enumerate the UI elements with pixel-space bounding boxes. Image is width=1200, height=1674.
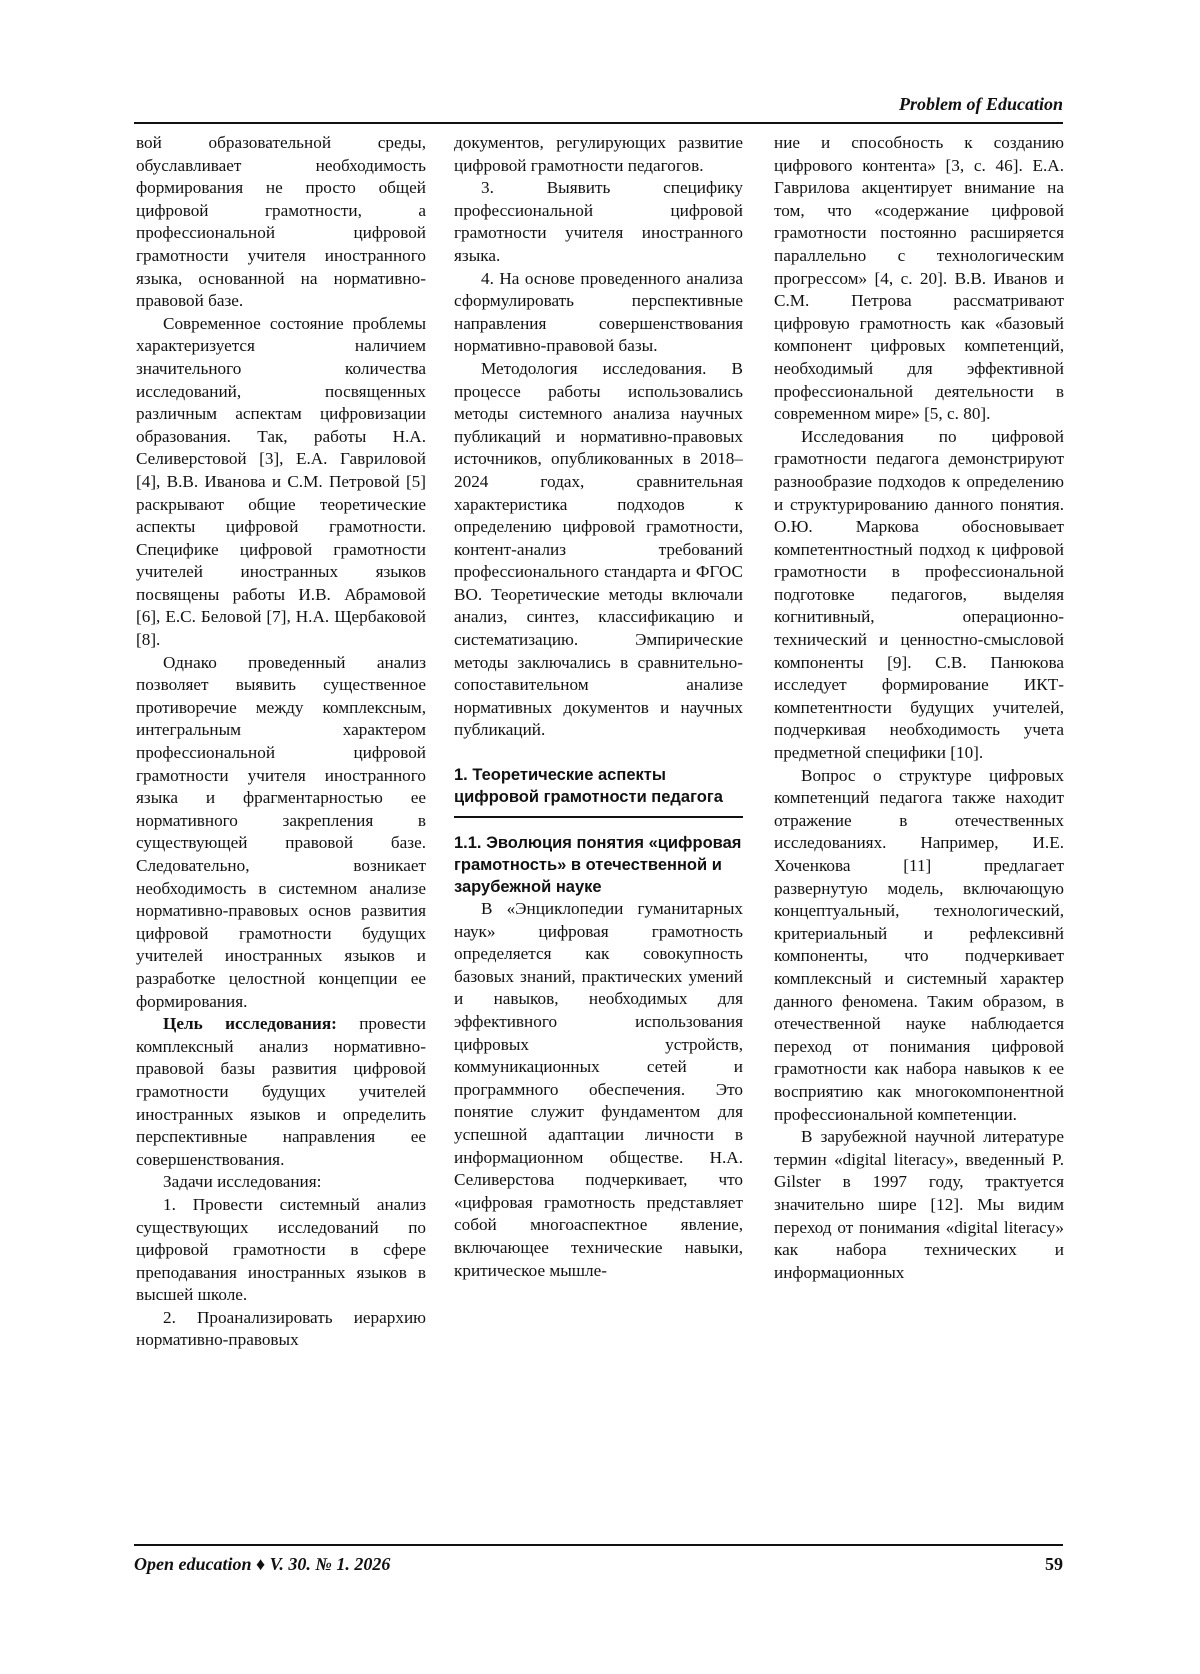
goal-label: Цель исследования:	[163, 1014, 337, 1034]
methodology-paragraph: Методология исследования. В процессе работы использовались методы системного анализа научных публикаций и нормативно-правовых источников, опубликованных в 2018–2024 годах, сравнительная характеристика подходов к определению цифровой грамотности, контент-анализ требований профессионального стандарта и ФГОС ВО. Теоретические методы включали анализ, синтез, классификацию и систематизацию. Эмпирические методы заключались в сравнительно-сопоставительном анализе нормативных документов и научных публикаций.	[454, 358, 743, 740]
running-header	[134, 92, 1063, 124]
paragraph: ние и способность к созданию цифрового контента» [3, с. 46]. Е.А. Гаврилова акцентирует внимание на том, что «содержание цифровой грамотности постоянно расширяется параллельно с технологическим прогрессом» [4, с. 20]. В.В. Иванов и С.М. Петрова рассматривают цифровую грамотность как «базовый компонент цифровых компетенций, необходимый для эффективной профессиональной деятельности в современном мире» [5, с. 80].	[774, 133, 1064, 424]
paragraph: документов, регулирующих развитие цифровой грамотности педагогов.	[454, 133, 743, 175]
goal-text: провести комплексный анализ нормативно-правовой базы развития цифровой грамотности будущих учителей иностранных языков и определить перспективные направления ее совершенствования.	[136, 1014, 426, 1169]
text-column-3	[774, 132, 1064, 1532]
paragraph: Современное состояние проблемы характеризуется наличием значительного количества исследований, посвященных различным аспектам цифровизации образования. Так, работы Н.А. Селиверстовой [3], Е.А. Гавриловой [4], В.В. Иванова и С.М. Петровой [5] раскрывают общие теоретические аспекты цифровой грамотности. Специфике цифровой грамотности учителей иностранных языков посвящены работы И.В. Абрамовой [6], Е.С. Беловой [7], Н.А. Щербаковой [8].	[136, 313, 426, 650]
section-heading: 1. Теоретические аспекты цифровой грамотности педагога	[454, 766, 723, 807]
text-column-2	[454, 132, 743, 1532]
subsection-heading-block	[454, 832, 743, 898]
journal-issue: Open education ♦ V. 30. № 1. 2026	[134, 1554, 391, 1574]
page-number: 59	[1045, 1554, 1063, 1574]
paragraph: Однако проведенный анализ позволяет выявить существенное противоречие между комплексным, интегральным характером профессиональной цифровой грамотности учителя иностранного языка и фрагментарностью ее нормативного закрепления в существующей правовой базе. Следовательно, возникает необходимость в системном анализе нормативно-правовых основ развития цифровой грамотности будущих учителей иностранных языков и разработке целостной концепции ее формирования.	[136, 652, 426, 1011]
paragraph: В зарубежной научной литературе термин «digital literacy», введенный P. Gilster в 1997 году, трактуется значительно шире [12]. Мы видим переход от понимания «digital literacy» как набора технических и информационных	[774, 1127, 1064, 1282]
task-item: 3. Выявить специфику профессиональной цифровой грамотности учителя иностранного языка.	[454, 178, 743, 265]
text-column-1	[136, 132, 426, 1532]
task-item: 2. Проанализировать иерархию нормативно-правовых	[136, 1307, 426, 1350]
task-item: 1. Провести системный анализ существующих исследований по цифровой грамотности в сфере преподавания иностранных языков в высшей школе.	[136, 1194, 426, 1305]
paragraph: В «Энциклопедии гуманитарных наук» цифровая грамотность определяется как совокупность базовых знаний, практических умений и навыков, необходимых для эффективного использования цифровых устройств, коммуникационных сетей и программного обеспечения. Это понятие служит фундаментом для успешной адаптации личности в информационном обществе. Н.А. Селиверстова подчеркивает, что «цифровая грамотность представляет собой многоаспектное явление, включающее технические навыки, критическое мышле-	[454, 899, 743, 1280]
tasks-title: Задачи исследования:	[163, 1172, 322, 1192]
journal-section-title: Problem of Education	[898, 94, 1063, 114]
paragraph: вой образовательной среды, обуславливает необходимость формирования не просто общей цифровой грамотности, а профессиональной цифровой грамотности учителя иностранного языка, основанной на нормативно-правовой базе.	[136, 133, 426, 311]
task-item: 4. На основе проведенного анализа сформулировать перспективные направления совершенствования нормативно-правовой базы.	[454, 268, 743, 356]
running-footer	[134, 1544, 1063, 1578]
research-goal	[136, 1013, 426, 1171]
section-heading-block	[454, 764, 743, 818]
paragraph: Исследования по цифровой грамотности педагога демонстрируют разнообразие подходов к определению и структурированию данного понятия. О.Ю. Маркова обосновывает компетентностный подход к цифровой грамотности в профессиональной подготовке педагогов, выделяя когнитивный, операционно-технический и ценностно-смысловой компоненты [9]. С.В. Панюкова исследует формирование ИКТ-компетентности будущих учителей, подчеркивая необходимость учета предметной специфики [10].	[774, 426, 1064, 763]
paragraph: Вопрос о структуре цифровых компетенций педагога также находит отражение в отечественных исследованиях. Например, И.Е. Хоченкова [11] предлагает развернутую модель, включающую концептуальный, технологический, критериальный и рефлексивнй компоненты, что подчеркивает комплексный и системный характер данного феномена. Таким образом, в отечественной науке наблюдается переход от понимания цифровой грамотности как набора навыков к ее восприятию как многокомпонентной профессиональной компетенции.	[774, 765, 1064, 1124]
subsection-heading: 1.1. Эволюция понятия «цифровая грамотность» в отечественной и зарубежной науке	[454, 834, 742, 897]
